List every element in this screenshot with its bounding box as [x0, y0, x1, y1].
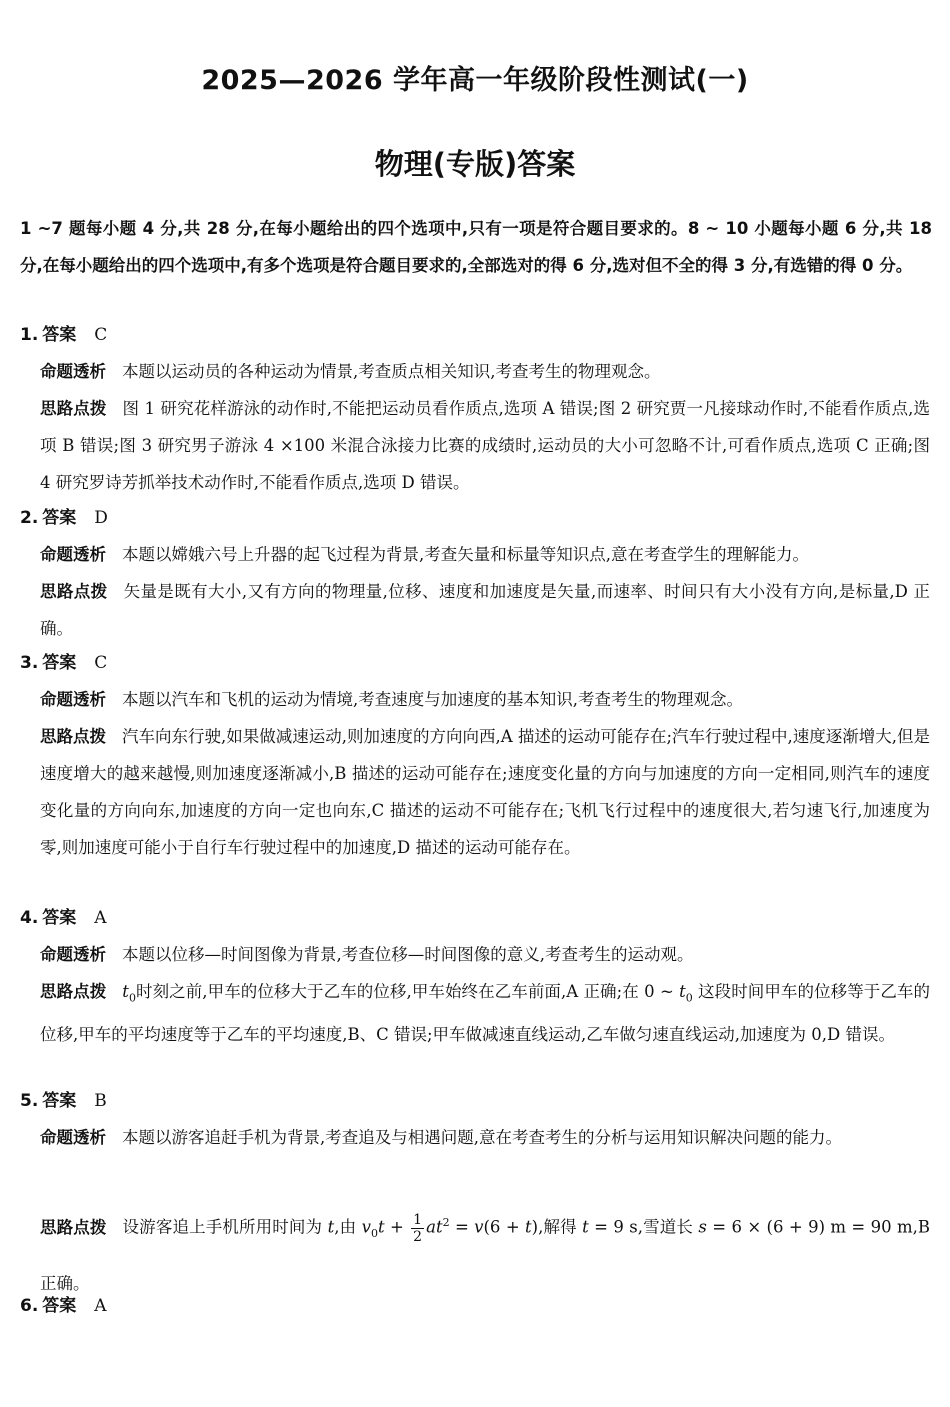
subject-title: 物理(专版)答案	[374, 147, 576, 181]
answer-value: D	[94, 508, 108, 528]
insight-text: 本题以游客追赶手机为背景,考查追及与相遇问题,意在考查考生的分析与运用知识解决问题的能力。	[122, 1128, 842, 1147]
hint-text-part5: = 9 s,雪道长	[588, 1217, 699, 1237]
t-squared: 2	[442, 1216, 450, 1229]
equals-sign: =	[449, 1217, 475, 1237]
hint-text-part3: (6 +	[483, 1217, 526, 1237]
hint-text-part1: 时刻之前,甲车的位移大于乙车的位移,甲车始终在乙车前面,A 正确;在 0 ~	[135, 982, 680, 1001]
insight-label: 命题透析	[40, 945, 106, 964]
var-t: t	[582, 1217, 589, 1237]
answer-label: 答案	[42, 908, 77, 928]
var-v: v	[474, 1217, 484, 1237]
answer-line-5	[20, 1086, 107, 1116]
question-number: 3.	[20, 653, 39, 673]
hint-text-part1: 设游客追上手机所用时间为	[122, 1217, 328, 1237]
hint-block-3	[40, 718, 930, 866]
insight-label: 命题透析	[40, 362, 106, 381]
insight-block-2	[40, 536, 930, 573]
t0-symbol: t	[122, 982, 129, 1001]
fraction-denominator: 2	[413, 1228, 423, 1245]
insight-label: 命题透析	[40, 690, 106, 709]
fraction-numerator: 1	[413, 1211, 423, 1228]
t0-subscript: 0	[128, 991, 136, 1005]
hint-block-2	[40, 573, 930, 647]
v0-subscript: 0	[370, 1226, 378, 1240]
hint-text-part4: ),解得	[531, 1217, 583, 1237]
exam-title: 2025—2026 学年高一年级阶段性测试(一)	[201, 65, 749, 96]
instructions-text: 1 ~7 题每小题 4 分,共 28 分,在每小题给出的四个选项中,只有一项是符合题目要求的。8 ~ 10 小题每小题 6 分,共 18 分,在每小题给出的四个选项中,有多个选项是符合题目要求的,全部选对的得 6 分,选对但不全的得 3 分,有选错的得 0 分。	[20, 219, 932, 275]
hint-block-4	[40, 973, 930, 1053]
insight-block-1	[40, 353, 930, 390]
insight-text: 本题以位移—时间图像为背景,考查位移—时间图像的意义,考查考生的运动观。	[122, 945, 694, 964]
answer-value: A	[94, 1296, 107, 1316]
insight-text: 本题以运动员的各种运动为情景,考查质点相关知识,考查考生的物理观念。	[122, 362, 661, 381]
insight-label: 命题透析	[40, 545, 106, 564]
plus-sign: +	[384, 1217, 410, 1237]
insight-text: 本题以嫦娥六号上升器的起飞过程为背景,考查矢量和标量等知识点,意在考查学生的理解能力。	[122, 545, 809, 564]
hint-label: 思路点拨	[40, 399, 107, 418]
hint-text: 图 1 研究花样游泳的动作时,不能把运动员看作质点,选项 A 错误;图 2 研究贾一凡接球动作时,不能看作质点,选项 B 错误;图 3 研究男子游泳 4 ×100 米混合泳接力比赛的成绩时,运动员的大小可忽略不计,可看作质点,选项 C 正确;图 4 研究罗诗芳抓举技术动作时,不能看作质点,选项 D 错误。	[40, 399, 931, 492]
answer-line-1	[20, 320, 107, 350]
question-number: 6.	[20, 1296, 39, 1316]
var-a: a	[426, 1217, 436, 1237]
answer-label: 答案	[42, 1091, 77, 1111]
hint-block-5	[40, 1198, 930, 1309]
answer-line-4	[20, 903, 107, 933]
hint-text-part6: = 6 × (6 + 9) m = 90 m,B 正确。	[40, 1217, 931, 1293]
answer-label: 答案	[42, 653, 77, 673]
answer-value: C	[94, 325, 108, 345]
question-number: 4.	[20, 908, 39, 928]
hint-label: 思路点拨	[40, 1217, 107, 1237]
hint-text: 矢量是既有大小,又有方向的物理量,位移、速度和加速度是矢量,而速率、时间只有大小没有方向,是标量,D 正确。	[40, 582, 931, 638]
t0-subscript: 0	[685, 991, 693, 1005]
answer-line-3	[20, 648, 107, 678]
hint-label: 思路点拨	[40, 582, 108, 601]
question-number: 1.	[20, 325, 39, 345]
answer-label: 答案	[42, 1296, 77, 1316]
answer-value: B	[94, 1091, 107, 1111]
question-number: 5.	[20, 1091, 39, 1111]
t0-symbol: t	[679, 982, 686, 1001]
hint-text-part2: ,由	[334, 1217, 362, 1237]
answer-line-6	[20, 1291, 107, 1321]
scoring-instructions	[20, 210, 932, 284]
hint-label: 思路点拨	[40, 982, 107, 1001]
var-t: t	[435, 1217, 443, 1237]
hint-text-part2: 这段时间甲车的位移等于乙车的位移,甲车的平均速度等于乙车的平均速度,B、C 错误;甲车做减速直线运动,乙车做匀速直线运动,加速度为 0,D 错误。	[40, 982, 931, 1045]
hint-block-1	[40, 390, 930, 501]
insight-block-5	[40, 1119, 930, 1156]
question-number: 2.	[20, 508, 39, 528]
var-t: t	[327, 1217, 335, 1237]
answer-label: 答案	[42, 325, 77, 345]
answer-value: C	[94, 653, 108, 673]
var-t: t	[377, 1217, 385, 1237]
insight-text: 本题以汽车和飞机的运动为情境,考查速度与加速度的基本知识,考查考生的物理观念。	[122, 690, 743, 709]
hint-label: 思路点拨	[40, 727, 107, 746]
answer-label: 答案	[42, 508, 77, 528]
insight-label: 命题透析	[40, 1128, 106, 1147]
hint-text: 汽车向东行驶,如果做减速运动,则加速度的方向向西,A 描述的运动可能存在;汽车行驶过程中,速度逐渐增大,但是速度增大的越来越慢,则加速度逐渐减小,B 描述的运动可能存在;速度变化量的方向与加速度的方向一定相同,则汽车的速度变化量的方向向东,加速度的方向一定也向东,C 描述的运动不可能存在;飞机飞行过程中的速度很大,若匀速飞行,加速度为零,则加速度可能小于自行车行驶过程中的加速度,D 描述的运动可能存在。	[40, 727, 931, 857]
var-v0: v	[361, 1217, 371, 1237]
var-s: s	[698, 1217, 707, 1237]
answer-line-2	[20, 503, 108, 533]
var-t: t	[525, 1217, 532, 1237]
fraction-one-half	[411, 1212, 424, 1245]
answer-value: A	[94, 908, 107, 928]
insight-block-4	[40, 936, 930, 973]
insight-block-3	[40, 681, 930, 718]
